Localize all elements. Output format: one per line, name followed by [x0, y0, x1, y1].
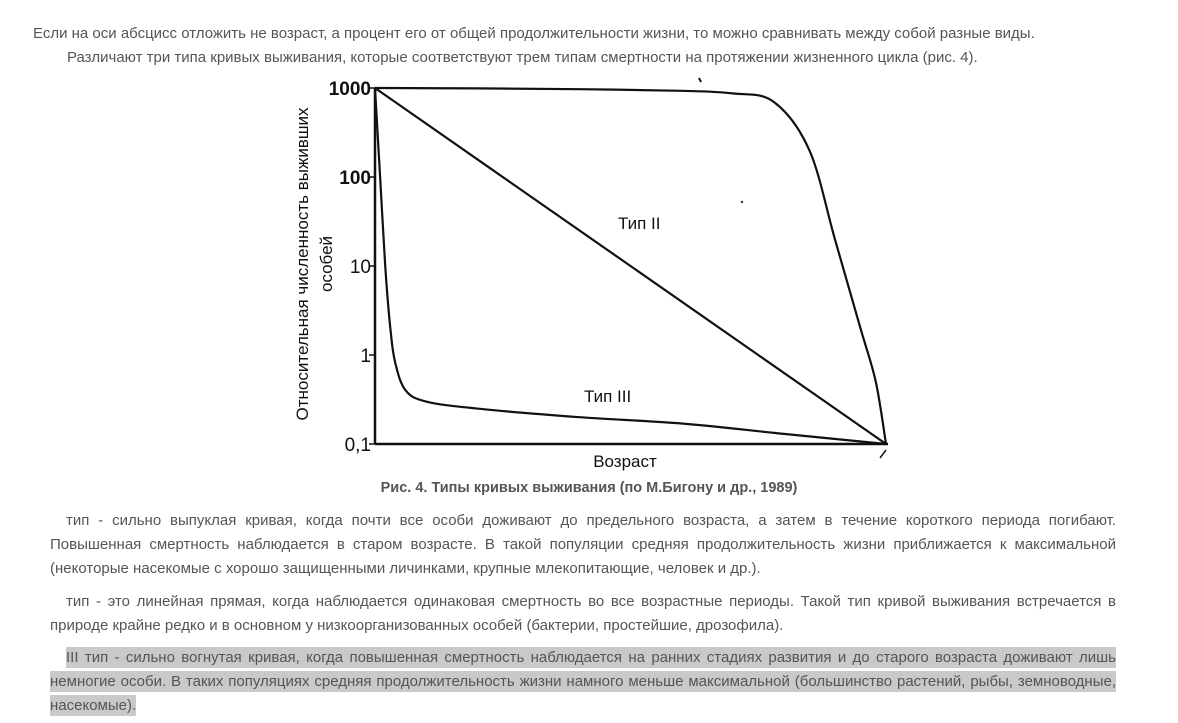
types-intro-paragraph: Различают три типа кривых выживания, которые соответствуют трем типам смертности на протяжении жизненного цикла (рис. 4).: [67, 49, 978, 66]
scan-mark: [699, 78, 701, 82]
scan-dot: [741, 201, 743, 203]
y-tick-label: 100: [339, 168, 371, 189]
y-axis-label-line1: Относительная численность выживших: [293, 107, 312, 421]
curve-label: Тип II: [618, 214, 661, 233]
curve-label: Тип III: [584, 387, 632, 406]
type1-paragraph: тип - сильно выпуклая кривая, когда почти все особи доживают до предельного возраста, а затем в течение короткого периода погибают. Повышенная смертность наблюдается в старом возрасте. В такой популяции средняя продолжительность жизни приближается к максимальной (некоторые насекомые с хорошо защищенными личинками, крупные млекопитающие, человек и др.).: [50, 512, 1116, 577]
figure-caption: Рис. 4. Типы кривых выживания (по М.Бигону и др., 1989): [380, 480, 798, 496]
type2-paragraph: тип - это линейная прямая, когда наблюдается одинаковая смертность во все возрастные периоды. Такой тип кривой выживания встречается в природе крайне редко и в основном у низкоорганизованных особей (бактерии, простейшие, дрозофила).: [50, 593, 1116, 634]
survival-curves-chart: [280, 74, 910, 474]
survival-curves-figure: [280, 74, 910, 474]
highlighted-text: III тип - сильно вогнутая кривая, когда повышенная смертность наблюдается на ранних стадиях развития и до старого возраста доживают лишь немногие особи. В таких популяциях средняя продолжительность жизни намного меньше максимальной (большинство растений, рыбы, земноводные, насекомые).: [50, 649, 1116, 714]
intro-paragraph: Если на оси абсцисс отложить не возраст, а процент его от общей продолжительности жизни, то можно сравнивать между собой разные виды.: [33, 25, 1035, 42]
y-tick-label: 1000: [328, 79, 371, 100]
y-tick-label: 10: [349, 257, 371, 278]
y-tick-label: 1: [360, 346, 371, 367]
y-tick-label: 0,1: [344, 435, 371, 456]
scan-mark: [880, 450, 886, 458]
x-axis-label: Возраст: [593, 452, 657, 471]
y-axis-label-line2: особей: [317, 235, 336, 293]
type3-paragraph: [50, 646, 1116, 718]
